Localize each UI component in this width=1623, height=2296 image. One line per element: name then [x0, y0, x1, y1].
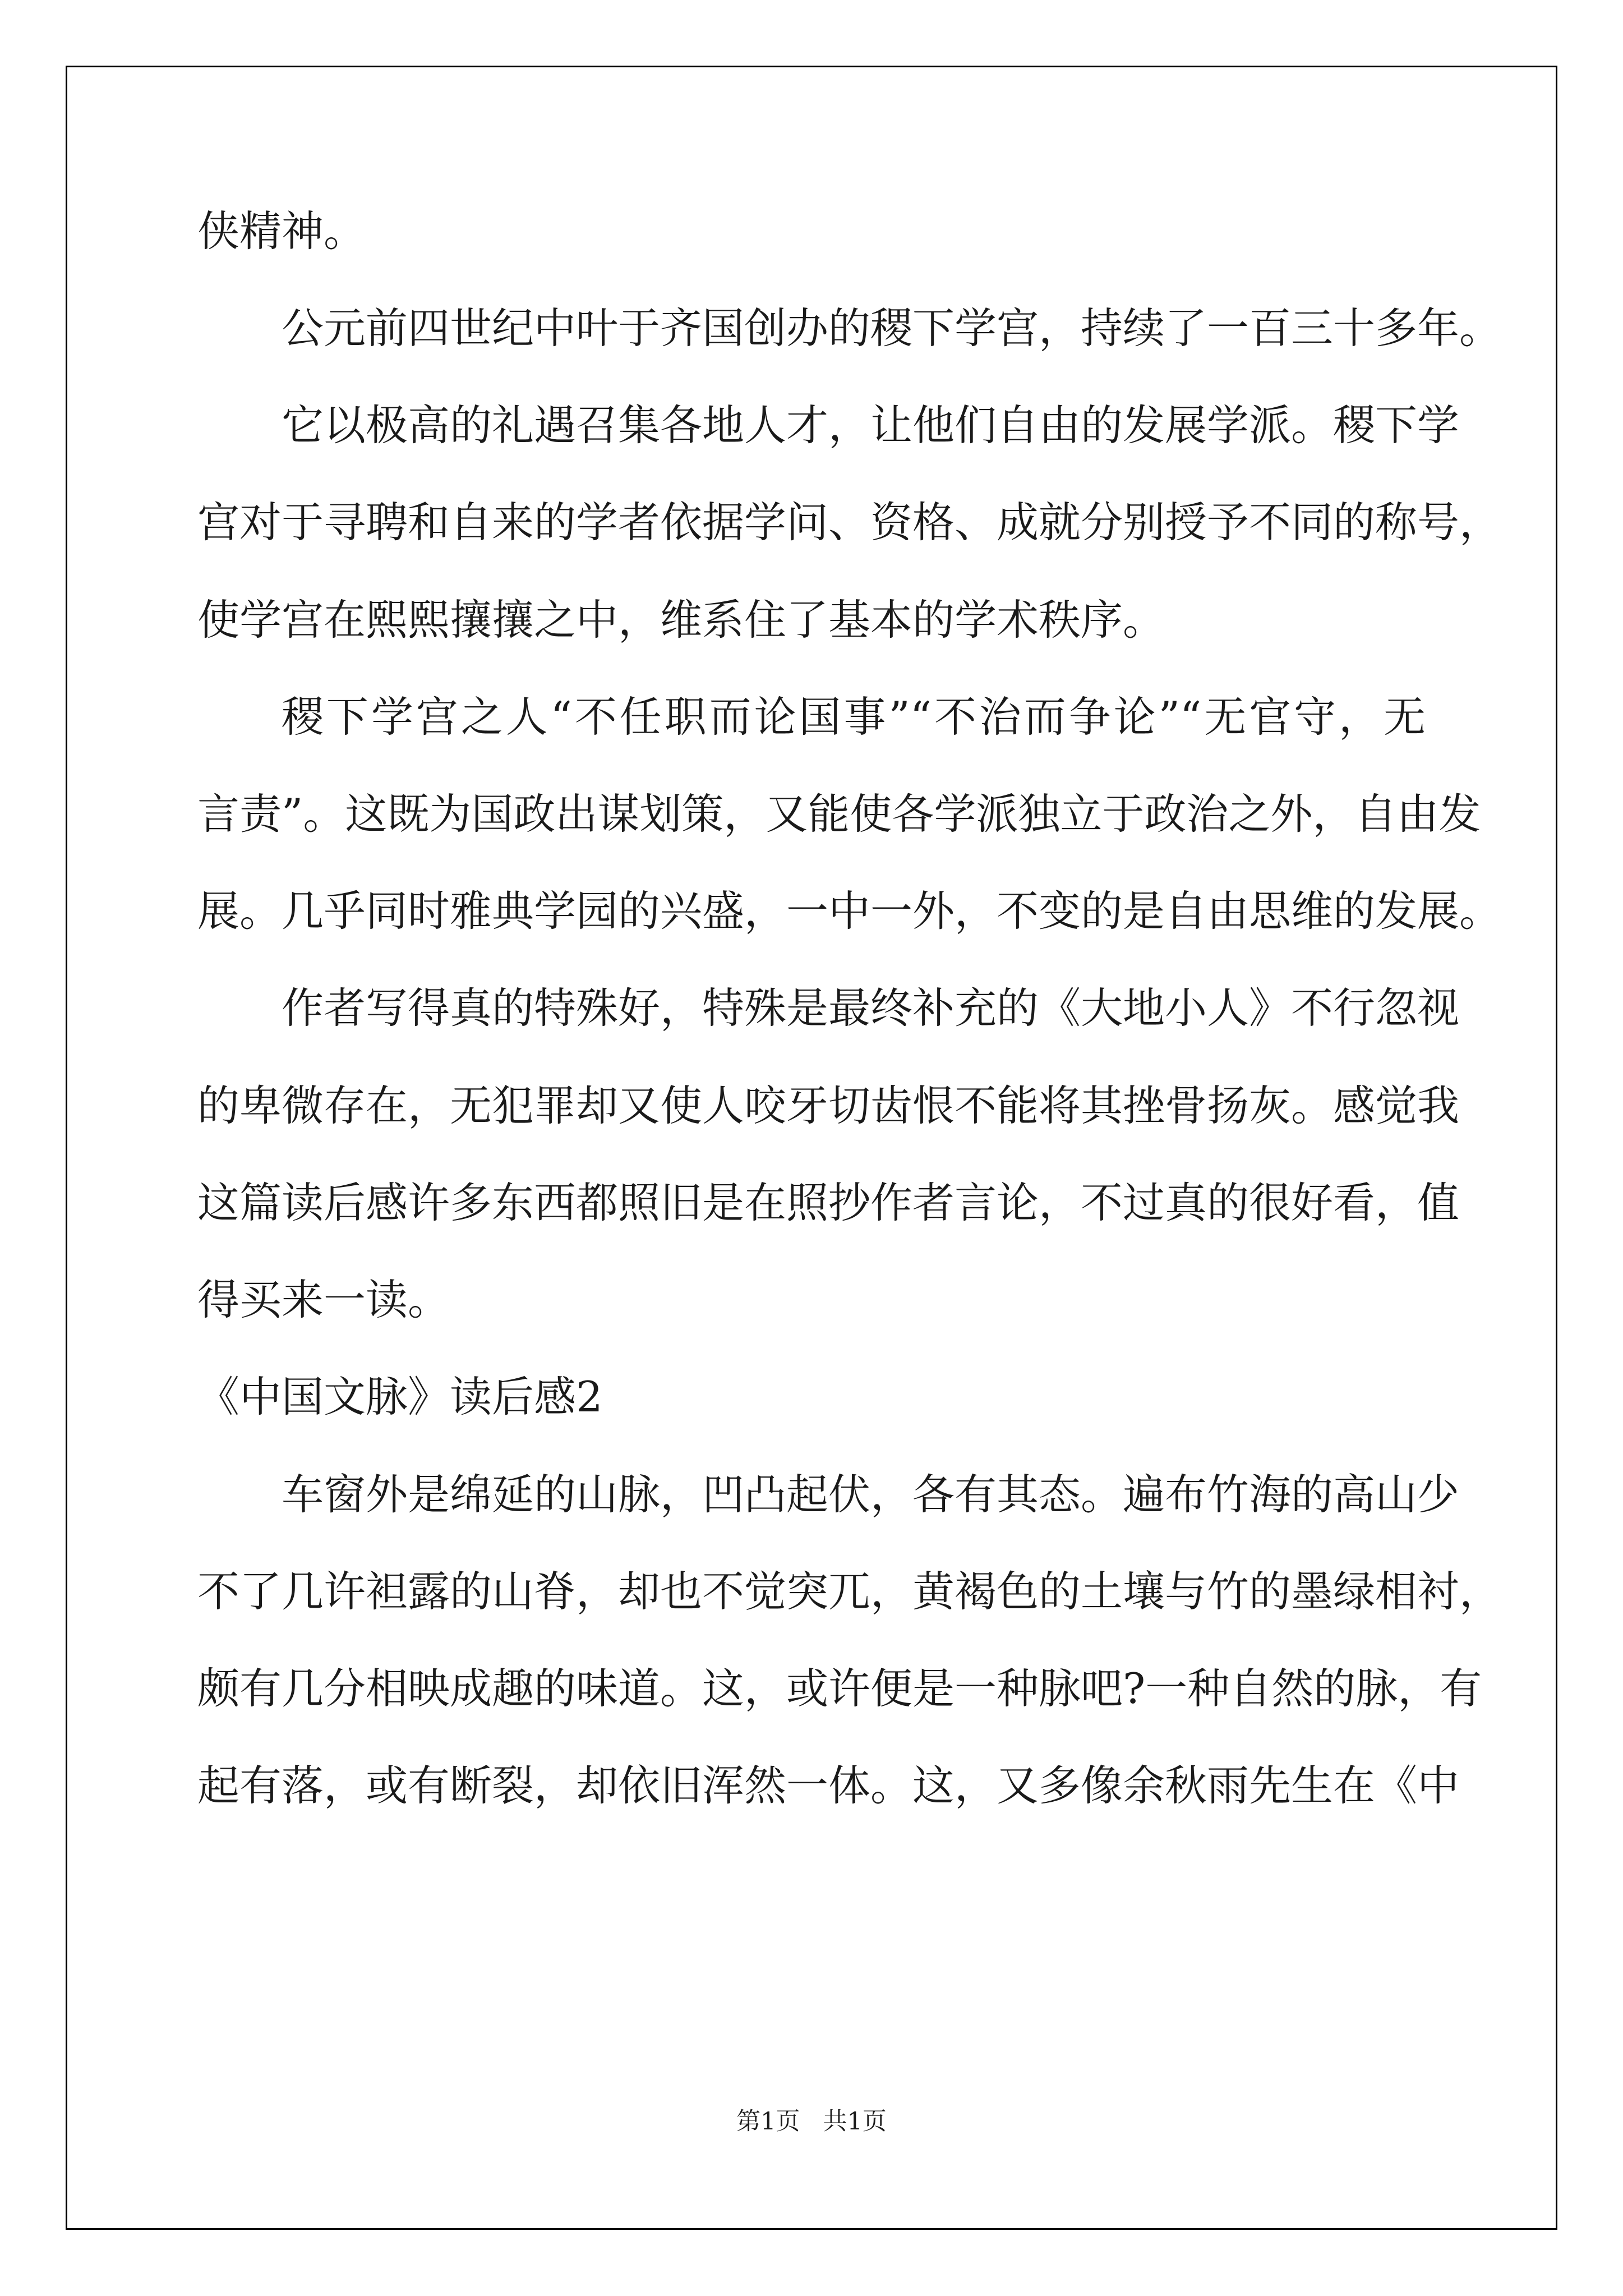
paragraph-line: 公元前四世纪中叶于齐国创办的稷下学宫，持续了一百三十多年。: [282, 303, 1502, 353]
paragraph-line: 颇有几分相映成趣的味道。这，或许便是一种脉吧?一种自然的脉，有: [197, 1664, 1482, 1713]
page-number-footer: 第1页 共1页: [736, 2108, 887, 2136]
paragraph-line: 稷下学宫之人“不任职而论国事”“不治而争论”“无官守，无: [282, 692, 1426, 742]
paragraph-line: 起有落，或有断裂，却依旧浑然一体。这，又多像余秋雨先生在《中: [197, 1761, 1460, 1810]
paragraph-line: 作者写得真的特殊好，特殊是最终补充的《大地小人》不行忽视: [282, 983, 1460, 1033]
paragraph-line: 这篇读后感许多东西都照旧是在照抄作者言论，不过真的很好看，值: [197, 1178, 1460, 1227]
paragraph-line: 的卑微存在，无犯罪却又使人咬牙切齿恨不能将其挫骨扬灰。感觉我: [197, 1081, 1460, 1130]
page-border: [66, 66, 1557, 2230]
paragraph-line: 言责”。这既为国政出谋划策，又能使各学派独立于政治之外，自由发: [197, 789, 1481, 839]
paragraph-line: 不了几许袒露的山脊，却也不觉突兀，黄褐色的土壤与竹的墨绿相衬，: [197, 1567, 1502, 1616]
paragraph-line: 侠精神。: [197, 206, 366, 256]
paragraph-line: 车窗外是绵延的山脉，凹凸起伏，各有其态。遍布竹海的高山少: [282, 1470, 1460, 1519]
paragraph-line: 它以极高的礼遇召集各地人才，让他们自由的发展学派。稷下学: [282, 401, 1460, 450]
paragraph-line: 展。几乎同时雅典学园的兴盛，一中一外，不变的是自由思维的发展。: [197, 886, 1502, 936]
paragraph-line: 宫对于寻聘和自来的学者依据学问、资格、成就分别授予不同的称号，: [197, 498, 1502, 547]
paragraph-line: 得买来一读。: [197, 1275, 450, 1324]
section-heading: 《中国文脉》读后感2: [197, 1372, 603, 1421]
paragraph-line: 使学宫在熙熙攘攘之中，维系住了基本的学术秩序。: [197, 595, 1165, 645]
